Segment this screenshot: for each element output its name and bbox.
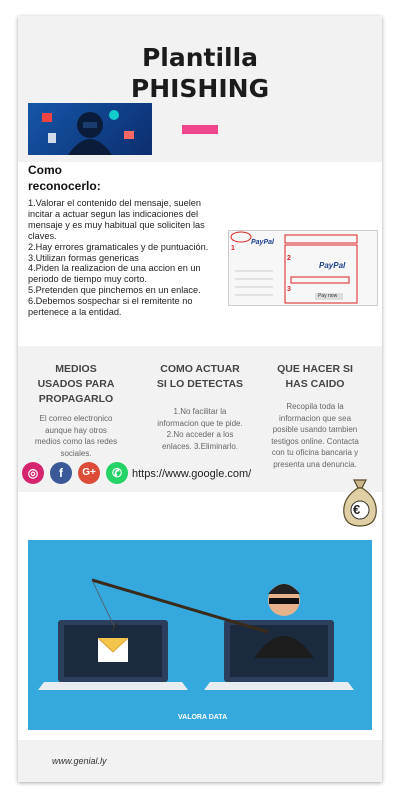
recognize-heading-line-2: reconocerlo: bbox=[28, 179, 101, 193]
column-heading: COMO ACTUAR SI LO DETECTAS bbox=[156, 363, 244, 390]
footer-credit: www.genial.ly bbox=[52, 756, 107, 766]
whatsapp-icon[interactable]: ✆ bbox=[106, 462, 128, 484]
title-line-2: PHISHING bbox=[130, 74, 270, 103]
list-item: 3.Utilizan formas genericas bbox=[28, 252, 139, 263]
google-link[interactable]: https://www.google.com/ bbox=[132, 468, 252, 480]
screenshot-mark-2: 2 bbox=[287, 255, 291, 262]
column-heading: MEDIOS USADOS PARA PROPAGARLO bbox=[37, 363, 115, 405]
instagram-icon[interactable]: ◎ bbox=[22, 462, 44, 484]
list-item: 4.Piden la realizacion de una accion en un periodo de tiempo muy corto. bbox=[28, 263, 201, 285]
valora-data-logo: VALORA DATA bbox=[178, 714, 228, 721]
recognize-list bbox=[28, 198, 228, 318]
money-bag-icon bbox=[340, 476, 380, 528]
euro-symbol: € bbox=[353, 502, 361, 517]
screenshot-mark-1: 1 bbox=[231, 245, 235, 252]
hacker-hero-image bbox=[28, 103, 152, 155]
phishing-email-screenshot bbox=[228, 230, 378, 306]
accent-bar bbox=[182, 125, 218, 134]
column-body: 1.No facilitar la informacion que te pide. 2.No acceder a los enlaces. 3.Eliminarlo. bbox=[157, 407, 243, 451]
list-item: 5.Pretenden que pinchemos en un enlace. bbox=[28, 285, 201, 296]
screenshot-mark-3: 3 bbox=[287, 286, 291, 293]
column-act bbox=[156, 362, 244, 452]
column-body: El correo electronico aunque hay otros medios como las redes sociales. bbox=[34, 414, 118, 458]
recognize-heading bbox=[28, 162, 101, 194]
column-spread bbox=[32, 362, 120, 459]
list-item: 2.Hay errores gramaticales y de puntuación. bbox=[28, 241, 209, 252]
title-line-1: Plantilla bbox=[141, 43, 259, 72]
list-item: 6.Debemos sospechar si el remitente no pertenece a la entidad. bbox=[28, 296, 193, 318]
infographic-card bbox=[18, 16, 382, 782]
facebook-icon[interactable]: f bbox=[50, 462, 72, 484]
page-title bbox=[18, 42, 382, 104]
screenshot-brand-left: PayPal bbox=[251, 239, 274, 246]
screenshot-brand-right: PayPal bbox=[319, 261, 346, 270]
recognize-heading-line-1: Como bbox=[28, 163, 62, 177]
column-fallen bbox=[268, 362, 362, 470]
phishing-illustration bbox=[28, 540, 372, 730]
list-item: 1.Valorar el contenido del mensaje, suelen incitar a actuar segun las indicaciones del mensaje y es muy habitual que soliciten las claves. bbox=[28, 198, 205, 241]
column-heading: QUE HACER SI HAS CAIDO bbox=[277, 363, 353, 390]
column-body: Recopila toda la informacion que sea posible usando tambien testigos online. Contacta con tu oficina bancaria y presenta una denuncia. bbox=[271, 402, 359, 469]
google-plus-icon[interactable]: G+ bbox=[78, 462, 100, 484]
screenshot-pay-button: Pay now bbox=[318, 293, 338, 299]
